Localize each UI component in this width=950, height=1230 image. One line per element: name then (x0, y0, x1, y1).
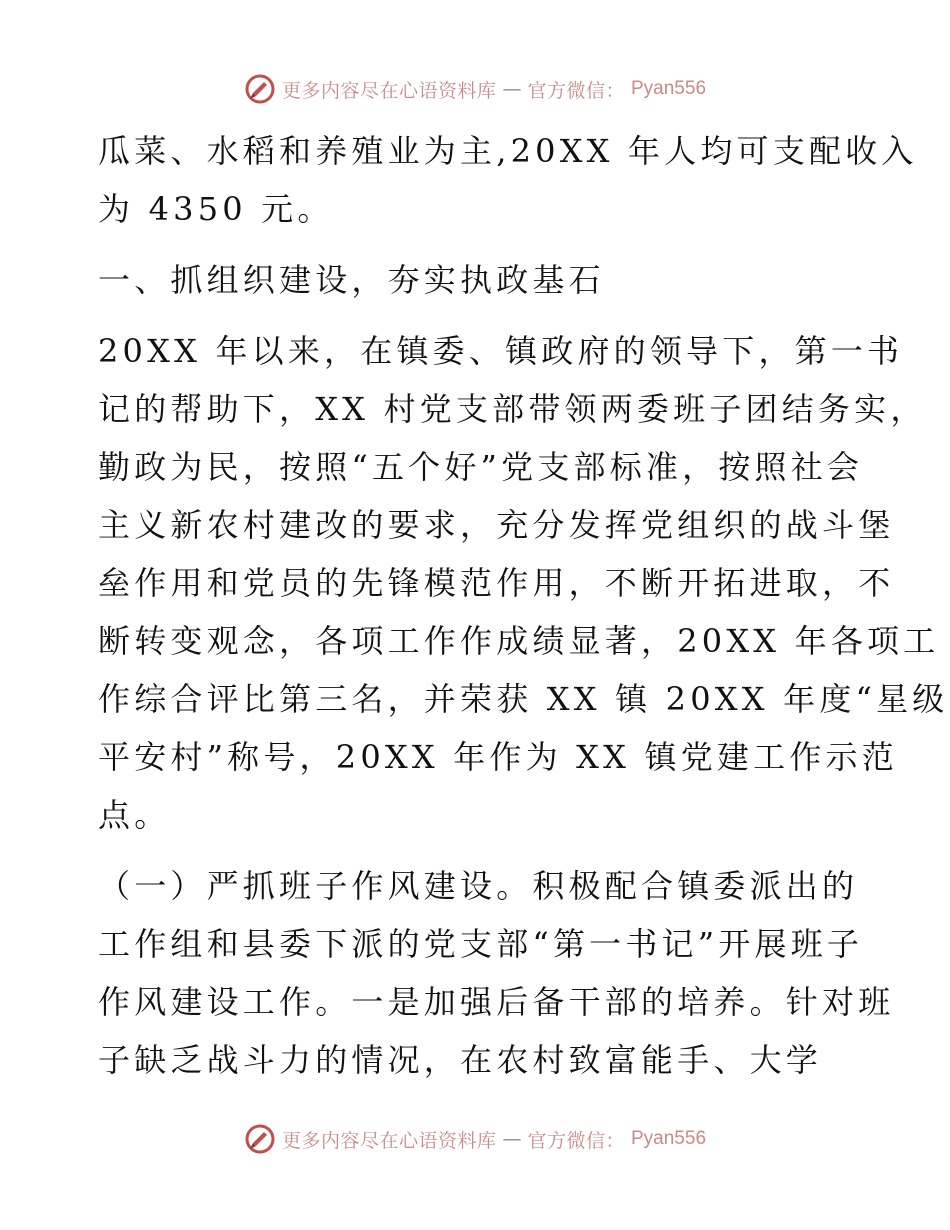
section-1-title: 一、抓组织建设，夯实执政基石 (98, 261, 605, 299)
watermark-official-label: 官方微信： (527, 79, 625, 102)
text-line: 瓜菜、水稻和养殖业为主,20XX 年人均可支配收入 (98, 132, 918, 170)
text-line: 记的帮助下，XX 村党支部带领两委班子团结务实， (98, 390, 927, 428)
watermark-separator: — (502, 1128, 522, 1150)
text-line: 断转变观念，各项工作作成绩显著，20XX 年各项工 (98, 622, 940, 660)
text-line: 垒作用和党员的先锋模范作用，不断开拓进取，不 (98, 564, 895, 602)
text-line: 作综合评比第三名，并荣获 XX 镇 20XX 年度“星级 (98, 680, 949, 718)
header-watermark (0, 72, 950, 106)
watermark-wechat-id: Pyan556 (631, 78, 707, 99)
document-body (98, 122, 949, 1089)
text-line: 20XX 年以来，在镇委、镇政府的领导下，第一书 (98, 332, 904, 370)
watermark-official-label: 官方微信： (527, 1129, 625, 1152)
text-line: 点。 (98, 796, 171, 834)
footer-watermark (0, 1122, 950, 1156)
brand-logo-icon (244, 1123, 276, 1155)
paragraph-1 (98, 322, 949, 844)
intro-paragraph (98, 122, 918, 238)
watermark-separator: — (502, 78, 522, 100)
text-line: 子缺乏战斗力的情况，在农村致富能手、大学 (98, 1041, 823, 1079)
watermark-brand-text: 更多内容尽在心语资料库 (281, 79, 497, 102)
text-line: （一）严抓班子作风建设。积极配合镇委派出的 (98, 867, 859, 905)
text-line: 作风建设工作。一是加强后备干部的培养。针对班 (98, 983, 895, 1021)
text-line: 为 4350 元。 (98, 190, 334, 228)
section-heading (98, 251, 868, 309)
paragraph-2 (98, 857, 895, 1089)
text-line: 平安村”称号，20XX 年作为 XX 镇党建工作示范 (98, 738, 898, 776)
watermark-wechat-id: Pyan556 (631, 1128, 707, 1149)
watermark-brand-text: 更多内容尽在心语资料库 (281, 1129, 497, 1152)
brand-logo-icon (244, 73, 276, 105)
text-line: 勤政为民，按照“五个好”党支部标准，按照社会 (98, 448, 864, 486)
text-line: 工作组和县委下派的党支部“第一书记”开展班子 (98, 925, 864, 963)
text-line: 主义新农村建改的要求，充分发挥党组织的战斗堡 (98, 506, 895, 544)
